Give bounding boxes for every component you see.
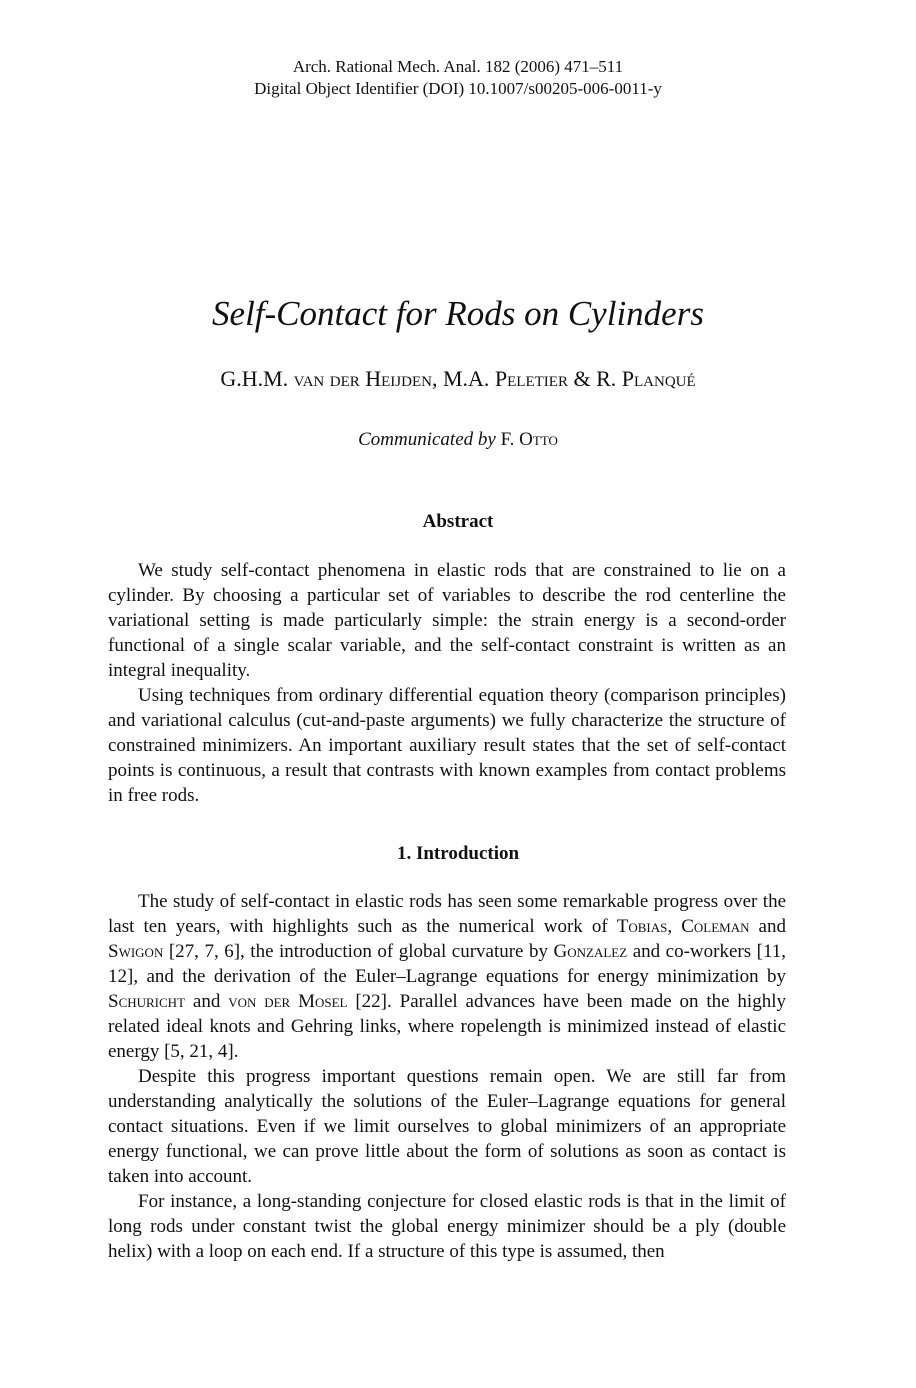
introduction-paragraph-2: Despite this progress important questions remain open. We are still far from understanding analytically the solutions of the Euler–Lagrange equations for general contact situations. Even if we limit ourselves to global minimizers of an appropriate energy functional, we can prove little about the form of solutions as soon as contact is taken into account.: [108, 1066, 786, 1187]
intro-text: The study of self-contact in elastic rods has seen some remarkable progress over the last ten years, with highlights such as the numerical work of: [108, 891, 786, 937]
abstract-heading: Abstract: [422, 511, 494, 532]
author-separator-2: & R.: [567, 366, 622, 391]
cited-author-coleman: Coleman: [681, 916, 750, 937]
abstract-body: [108, 558, 786, 808]
introduction-heading: 1. Introduction: [396, 843, 520, 864]
author-separator-1: , M.A.: [431, 366, 495, 391]
intro-text: [27, 7, 6], the introduction of global curvature by: [163, 941, 554, 962]
communicated-prefix: Communicated by: [358, 429, 496, 450]
journal-header: [0, 56, 916, 100]
intro-text: and co-workers [11, 12], and the derivation of the Euler–Lagrange equations for energy minimization by: [108, 941, 786, 987]
introduction-paragraph-3: For instance, a long-standing conjecture for closed elastic rods is that in the limit of long rods under constant twist the global energy minimizer should be a ply (double helix) with a loop on each end. If a structure of this type is assumed, then: [108, 1191, 786, 1262]
cited-author-tobias: Tobias: [616, 916, 668, 937]
doi-line: Digital Object Identifier (DOI) 10.1007/s00205-006-0011-y: [254, 79, 662, 98]
intro-text: and: [185, 991, 229, 1012]
author-1-initials: G.H.M.: [220, 366, 294, 391]
introduction-body: [108, 889, 786, 1264]
communicator-initial: F.: [495, 429, 520, 450]
cited-author-gonzalez: Gonzalez: [553, 941, 628, 962]
author-3-surname: Planqué: [621, 366, 696, 391]
cited-author-von-der-mosel: von der Mosel: [228, 991, 348, 1012]
journal-citation: Arch. Rational Mech. Anal. 182 (2006) 471–511: [292, 57, 624, 76]
communicated-by: [0, 427, 916, 453]
author-list: [0, 364, 916, 394]
paper-title: Self-Contact for Rods on Cylinders: [212, 294, 704, 333]
author-1-surname: van der Heijden: [293, 366, 432, 391]
abstract-paragraph-1: We study self-contact phenomena in elastic rods that are constrained to lie on a cylinder. By choosing a particular set of variables to describe the rod centerline the variational setting is made particularly simple: the strain energy is a second-order functional of a single scalar variable, and the self-contact constraint is written as an integral inequality.: [108, 560, 786, 681]
author-2-surname: Peletier: [494, 366, 568, 391]
intro-text: ,: [667, 916, 682, 937]
introduction-paragraph-1: [108, 889, 786, 1064]
intro-text: [22]. Parallel advances have been made on the highly related ideal knots and Gehring links, where ropelength is minimized instead of elastic energy [5, 21, 4].: [108, 991, 786, 1062]
intro-text: and: [749, 916, 786, 937]
abstract-paragraph-2: Using techniques from ordinary differential equation theory (comparison principles) and variational calculus (cut-and-paste arguments) we fully characterize the structure of constrained minimizers. An important auxiliary result states that the set of self-contact points is continuous, a result that contrasts with known examples from contact problems in free rods.: [108, 685, 786, 806]
communicator-name: Otto: [519, 429, 558, 450]
cited-author-schuricht: Schuricht: [108, 991, 186, 1012]
cited-author-swigon: Swigon: [108, 941, 164, 962]
